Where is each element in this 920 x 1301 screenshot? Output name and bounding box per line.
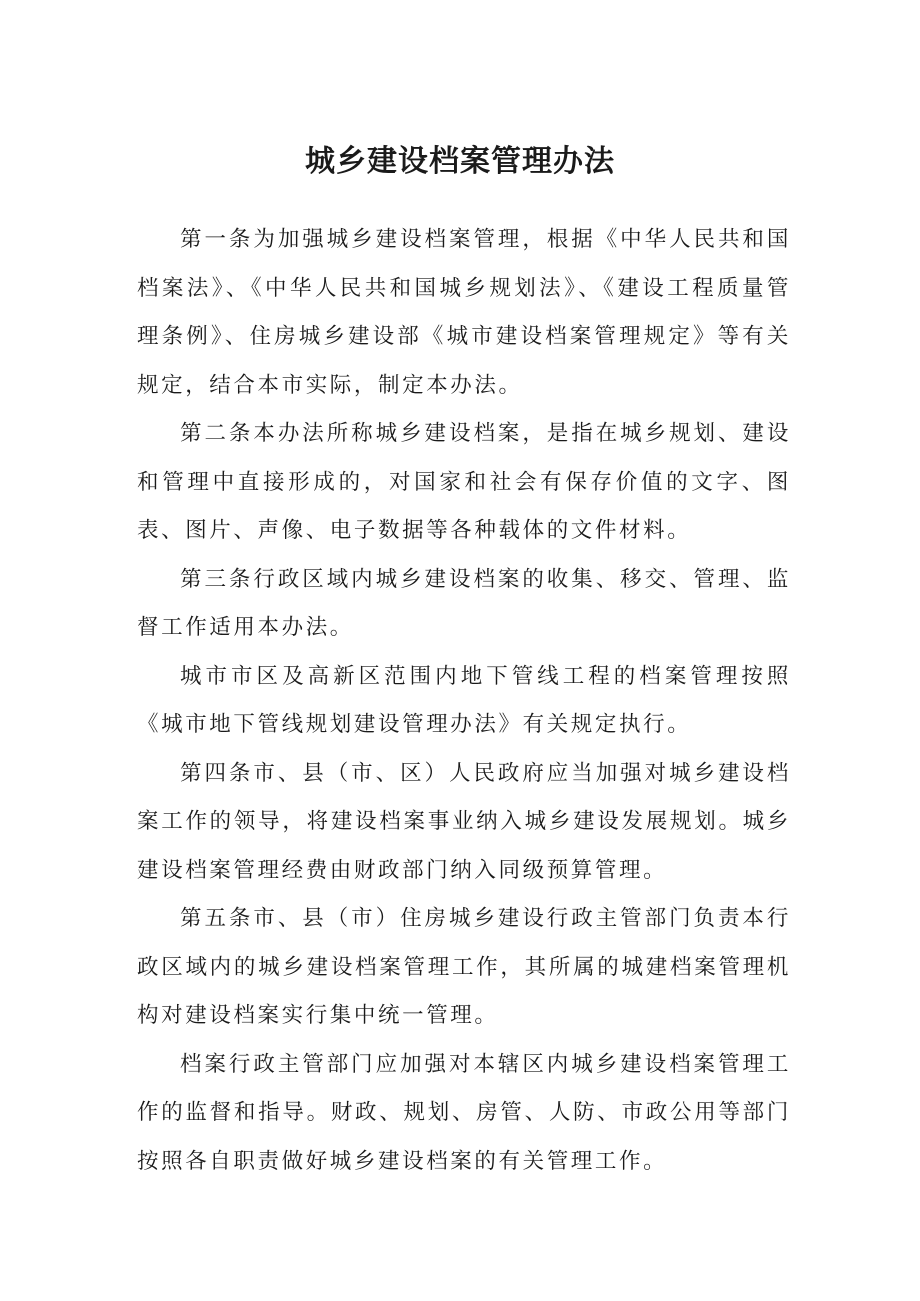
paragraph-article-2: 第二条本办法所称城乡建设档案，是指在城乡规划、建设和管理中直接形成的，对国家和社会有保存价值的文字、图表、图片、声像、电子数据等各种载体的文件材料。 <box>137 421 791 543</box>
paragraph-article-4: 第四条市、县（市、区）人民政府应当加强对城乡建设档案工作的领导，将建设档案事业纳入城乡建设发展规划。城乡建设档案管理经费由财政部门纳入同级预算管理。 <box>137 760 791 883</box>
document-body <box>137 216 791 1186</box>
paragraph-article-1: 第一条为加强城乡建设档案管理，根据《中华人民共和国档案法》、《中华人民共和国城乡规划法》、《建设工程质量管理条例》、住房城乡建设部《城市建设档案管理规定》等有关规定，结合本市实际，制定本办法。 <box>137 227 791 398</box>
paragraph-article-3-pipelines: 城市市区及高新区范围内地下管线工程的档案管理按照《城市地下管线规划建设管理办法》有关规定执行。 <box>137 663 791 737</box>
document-title: 城乡建设档案管理办法 <box>305 144 615 179</box>
paragraph-article-5: 第五条市、县（市）住房城乡建设行政主管部门负责本行政区域内的城乡建设档案管理工作，其所属的城建档案管理机构对建设档案实行集中统一管理。 <box>137 906 791 1028</box>
paragraph-article-3: 第三条行政区域内城乡建设档案的收集、移交、管理、监督工作适用本办法。 <box>137 566 791 640</box>
paragraph-article-5-supervision: 档案行政主管部门应加强对本辖区内城乡建设档案管理工作的监督和指导。财政、规划、房管、人防、市政公用等部门按照各自职责做好城乡建设档案的有关管理工作。 <box>137 1051 791 1174</box>
